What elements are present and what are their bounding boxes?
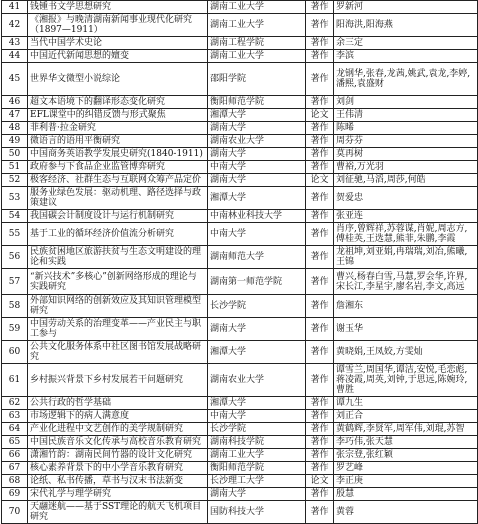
authors: 余三定 xyxy=(334,37,478,50)
table-row xyxy=(2,488,478,501)
table-row xyxy=(2,174,478,187)
row-number: 57 xyxy=(2,269,28,295)
table-row xyxy=(2,223,478,246)
authors: 张宗登,张红颖 xyxy=(334,449,478,462)
table-row xyxy=(2,341,478,364)
institution: 中南大学 xyxy=(208,223,306,246)
authors: 李巧伟,张天慧 xyxy=(334,436,478,449)
authors: 贺爱忠 xyxy=(334,187,478,210)
authors: 谭雪兰,周国华,谭洁,安悦,毛恋彪,蒋凌霞,周英,刘钟,于思远,陈婉玲,曹胜 xyxy=(334,364,478,397)
work-title: 超文本语境下的翻译形态变化研究 xyxy=(28,96,208,109)
work-type: 论文 xyxy=(306,109,334,122)
authors: 黄晓娟,王凤姣,方雯灿 xyxy=(334,341,478,364)
work-type: 著作 xyxy=(306,449,334,462)
institution: 衡阳师范学院 xyxy=(208,462,306,475)
institution: 湖南工业大学 xyxy=(208,14,306,37)
institution: 湘潭大学 xyxy=(208,341,306,364)
row-number: 69 xyxy=(2,488,28,501)
authors: 陈晞 xyxy=(334,122,478,135)
work-title: 中国民族音乐文化传承与高校音乐教育研究 xyxy=(28,436,208,449)
institution: 国防科技大学 xyxy=(208,501,306,524)
authors: 黄鹤辉,李贤军,周军伟,刘琨,苏智 xyxy=(334,423,478,436)
work-title: 核心素养背景下的中小学音乐教育研究 xyxy=(28,462,208,475)
institution: 湖南大学 xyxy=(208,122,306,135)
work-title: 政府参与下食品企业监管博弈研究 xyxy=(28,161,208,174)
institution: 湖南农业大学 xyxy=(208,364,306,397)
work-type: 著作 xyxy=(306,423,334,436)
work-type: 著作 xyxy=(306,295,334,318)
table-row xyxy=(2,295,478,318)
table-row xyxy=(2,462,478,475)
table-row xyxy=(2,364,478,397)
table-row xyxy=(2,246,478,269)
work-title: EFL课堂中的纠错反馈与形式聚焦 xyxy=(28,109,208,122)
work-title: “新兴技术”多核心”创新网络形成的理论与实践研究 xyxy=(28,269,208,295)
row-number: 62 xyxy=(2,397,28,410)
table-row xyxy=(2,436,478,449)
work-title: 潇湘竹韵：湖南民间竹器的设计文化研究 xyxy=(28,449,208,462)
work-title: 服务业绿色发展：驱动机理、路径选择与政策建议 xyxy=(28,187,208,210)
row-number: 59 xyxy=(2,318,28,341)
work-title: 当代中国学术史论 xyxy=(28,37,208,50)
awards-table-body xyxy=(2,1,478,524)
authors: 曹兴,杨春白雪,马慧,罗会华,许界,宋长江,李星宇,廖名岩,李文,高远 xyxy=(334,269,478,295)
authors: 罗艺峰 xyxy=(334,462,478,475)
row-number: 70 xyxy=(2,501,28,524)
work-title: 论纸、私书传播，草书与汉末书法新变 xyxy=(28,475,208,488)
row-number: 41 xyxy=(2,1,28,14)
work-type: 著作 xyxy=(306,341,334,364)
table-row xyxy=(2,135,478,148)
institution: 湖南农业大学 xyxy=(208,135,306,148)
work-title: 市场逻辑下的病人满意度 xyxy=(28,410,208,423)
work-type: 著作 xyxy=(306,462,334,475)
authors: 刘征驰,马滔,周莎,何皓 xyxy=(334,174,478,187)
table-row xyxy=(2,410,478,423)
institution: 中南林业科技大学 xyxy=(208,210,306,223)
work-type: 著作 xyxy=(306,161,334,174)
institution: 中南大学 xyxy=(208,161,306,174)
institution: 湖南大学 xyxy=(208,174,306,187)
authors: 龙祖坤,刘亚娟,冉瑞瑞,刘冶,熊曦,王锦 xyxy=(334,246,478,269)
authors: 黄蓉 xyxy=(334,501,478,524)
row-number: 66 xyxy=(2,449,28,462)
table-row xyxy=(2,449,478,462)
authors: 莫再树 xyxy=(334,148,478,161)
institution: 邵阳学院 xyxy=(208,63,306,96)
row-number: 54 xyxy=(2,210,28,223)
row-number: 42 xyxy=(2,14,28,37)
work-title: 中国近代新闻思想的嬗变 xyxy=(28,50,208,63)
row-number: 56 xyxy=(2,246,28,269)
authors: 詹湘东 xyxy=(334,295,478,318)
row-number: 64 xyxy=(2,423,28,436)
table-row xyxy=(2,475,478,488)
work-title: 宋代礼学与理学研究 xyxy=(28,488,208,501)
table-row xyxy=(2,161,478,174)
work-type: 著作 xyxy=(306,410,334,423)
institution: 中南大学 xyxy=(208,410,306,423)
work-title: 中国商务英语教学发展史研究(1840-1911) xyxy=(28,148,208,161)
work-title: 极客经济、社群生态与互联网众筹产品定价 xyxy=(28,174,208,187)
work-type: 著作 xyxy=(306,501,334,524)
table-row xyxy=(2,14,478,37)
row-number: 55 xyxy=(2,223,28,246)
row-number: 48 xyxy=(2,122,28,135)
authors: 李滨 xyxy=(334,50,478,63)
work-title: 公共行政的哲学基础 xyxy=(28,397,208,410)
table-row xyxy=(2,63,478,96)
institution: 湖南科技学院 xyxy=(208,436,306,449)
institution: 湖南工业大学 xyxy=(208,449,306,462)
institution: 长沙学院 xyxy=(208,423,306,436)
work-type: 著作 xyxy=(306,223,334,246)
table-row xyxy=(2,187,478,210)
work-title: 公共文化服务体系中社区图书馆发展战略研究 xyxy=(28,341,208,364)
institution: 湘潭大学 xyxy=(208,109,306,122)
work-type: 著作 xyxy=(306,246,334,269)
row-number: 60 xyxy=(2,341,28,364)
table-row xyxy=(2,50,478,63)
work-type: 著作 xyxy=(306,318,334,341)
row-number: 65 xyxy=(2,436,28,449)
work-type: 著作 xyxy=(306,148,334,161)
authors: 曹裕,万光羽 xyxy=(334,161,478,174)
work-type: 论文 xyxy=(306,475,334,488)
institution: 湖南工业大学 xyxy=(208,1,306,14)
institution: 湖南大学 xyxy=(208,318,306,341)
row-number: 50 xyxy=(2,148,28,161)
work-title: 钱锺书文学思想研究 xyxy=(28,1,208,14)
authors: 刘剑 xyxy=(334,96,478,109)
institution: 湖南大学 xyxy=(208,488,306,501)
table-row xyxy=(2,210,478,223)
work-title: 外部知识网络的创新效应及其知识管理模型研究 xyxy=(28,295,208,318)
work-title: 菲利普·拉金研究 xyxy=(28,122,208,135)
awards-table xyxy=(1,0,478,524)
authors: 李正庚 xyxy=(334,475,478,488)
work-title: 乡村振兴背景下乡村发展若干问题研究 xyxy=(28,364,208,397)
authors: 周芬芬 xyxy=(334,135,478,148)
row-number: 68 xyxy=(2,475,28,488)
authors: 张亚连 xyxy=(334,210,478,223)
row-number: 44 xyxy=(2,50,28,63)
institution: 湘潭大学 xyxy=(208,397,306,410)
work-type: 著作 xyxy=(306,1,334,14)
work-type: 著作 xyxy=(306,135,334,148)
row-number: 47 xyxy=(2,109,28,122)
authors: 谢玉华 xyxy=(334,318,478,341)
work-type: 论文 xyxy=(306,174,334,187)
institution: 湘潭大学 xyxy=(208,187,306,210)
row-number: 43 xyxy=(2,37,28,50)
authors: 刘正合 xyxy=(334,410,478,423)
table-row xyxy=(2,269,478,295)
table-row xyxy=(2,397,478,410)
work-title: 世界华文微型小说综论 xyxy=(28,63,208,96)
work-type: 著作 xyxy=(306,210,334,223)
authors: 肖序,曾辉祥,苏蓉谋,肖妮,周志方,傅桂英,王选慧,熊菲,朱鹏,李霞 xyxy=(334,223,478,246)
work-type: 著作 xyxy=(306,364,334,397)
row-number: 63 xyxy=(2,410,28,423)
work-title: 基于工业的循环经济价值流分析研究 xyxy=(28,223,208,246)
work-title: 《湘报》与晚清湖南新闻事业现代化研究（1897—1911） xyxy=(28,14,208,37)
work-title: 我国碳会计制度设计与运行机制研究 xyxy=(28,210,208,223)
table-row xyxy=(2,318,478,341)
row-number: 52 xyxy=(2,174,28,187)
table-row xyxy=(2,423,478,436)
row-number: 51 xyxy=(2,161,28,174)
authors: 殷慧 xyxy=(334,488,478,501)
work-type: 著作 xyxy=(306,63,334,96)
authors: 谭九生 xyxy=(334,397,478,410)
table-row xyxy=(2,37,478,50)
institution: 衡阳师范学院 xyxy=(208,96,306,109)
institution: 湖南第一师范学院 xyxy=(208,269,306,295)
row-number: 45 xyxy=(2,63,28,96)
work-type: 著作 xyxy=(306,96,334,109)
institution: 湖南工程学院 xyxy=(208,37,306,50)
authors: 阳海洪,阳海燕 xyxy=(334,14,478,37)
work-type: 著作 xyxy=(306,122,334,135)
table-row xyxy=(2,96,478,109)
work-type: 著作 xyxy=(306,187,334,210)
work-title: 微语言的语用平衡研究 xyxy=(28,135,208,148)
work-type: 著作 xyxy=(306,397,334,410)
work-title: 中国劳动关系的治理变革——产业民主与职工参与 xyxy=(28,318,208,341)
row-number: 49 xyxy=(2,135,28,148)
work-title: 产业化进程中文艺创作的美学规制研究 xyxy=(28,423,208,436)
institution: 长沙理工大学 xyxy=(208,475,306,488)
work-type: 著作 xyxy=(306,50,334,63)
row-number: 58 xyxy=(2,295,28,318)
work-type: 著作 xyxy=(306,269,334,295)
row-number: 61 xyxy=(2,364,28,397)
authors: 罗新河 xyxy=(334,1,478,14)
row-number: 46 xyxy=(2,96,28,109)
table-row xyxy=(2,109,478,122)
authors: 龙钢华,张春,龙茜,姚武,袁龙,李婷,潘熙,袁盛财 xyxy=(334,63,478,96)
work-type: 著作 xyxy=(306,436,334,449)
table-row xyxy=(2,148,478,161)
work-title: 天翮迷航——基于SST理论的航天飞机项目研究 xyxy=(28,501,208,524)
institution: 湖南工业大学 xyxy=(208,50,306,63)
row-number: 53 xyxy=(2,187,28,210)
table-row xyxy=(2,122,478,135)
work-type: 著作 xyxy=(306,37,334,50)
work-type: 著作 xyxy=(306,488,334,501)
authors: 王伟清 xyxy=(334,109,478,122)
institution: 湖南大学 xyxy=(208,148,306,161)
institution: 湖南师范大学 xyxy=(208,246,306,269)
row-number: 67 xyxy=(2,462,28,475)
institution: 长沙学院 xyxy=(208,295,306,318)
table-row xyxy=(2,501,478,524)
work-type: 著作 xyxy=(306,14,334,37)
table-row xyxy=(2,1,478,14)
work-title: 民族贫困地区旅游扶贫与生态文明建设的理论和实践 xyxy=(28,246,208,269)
